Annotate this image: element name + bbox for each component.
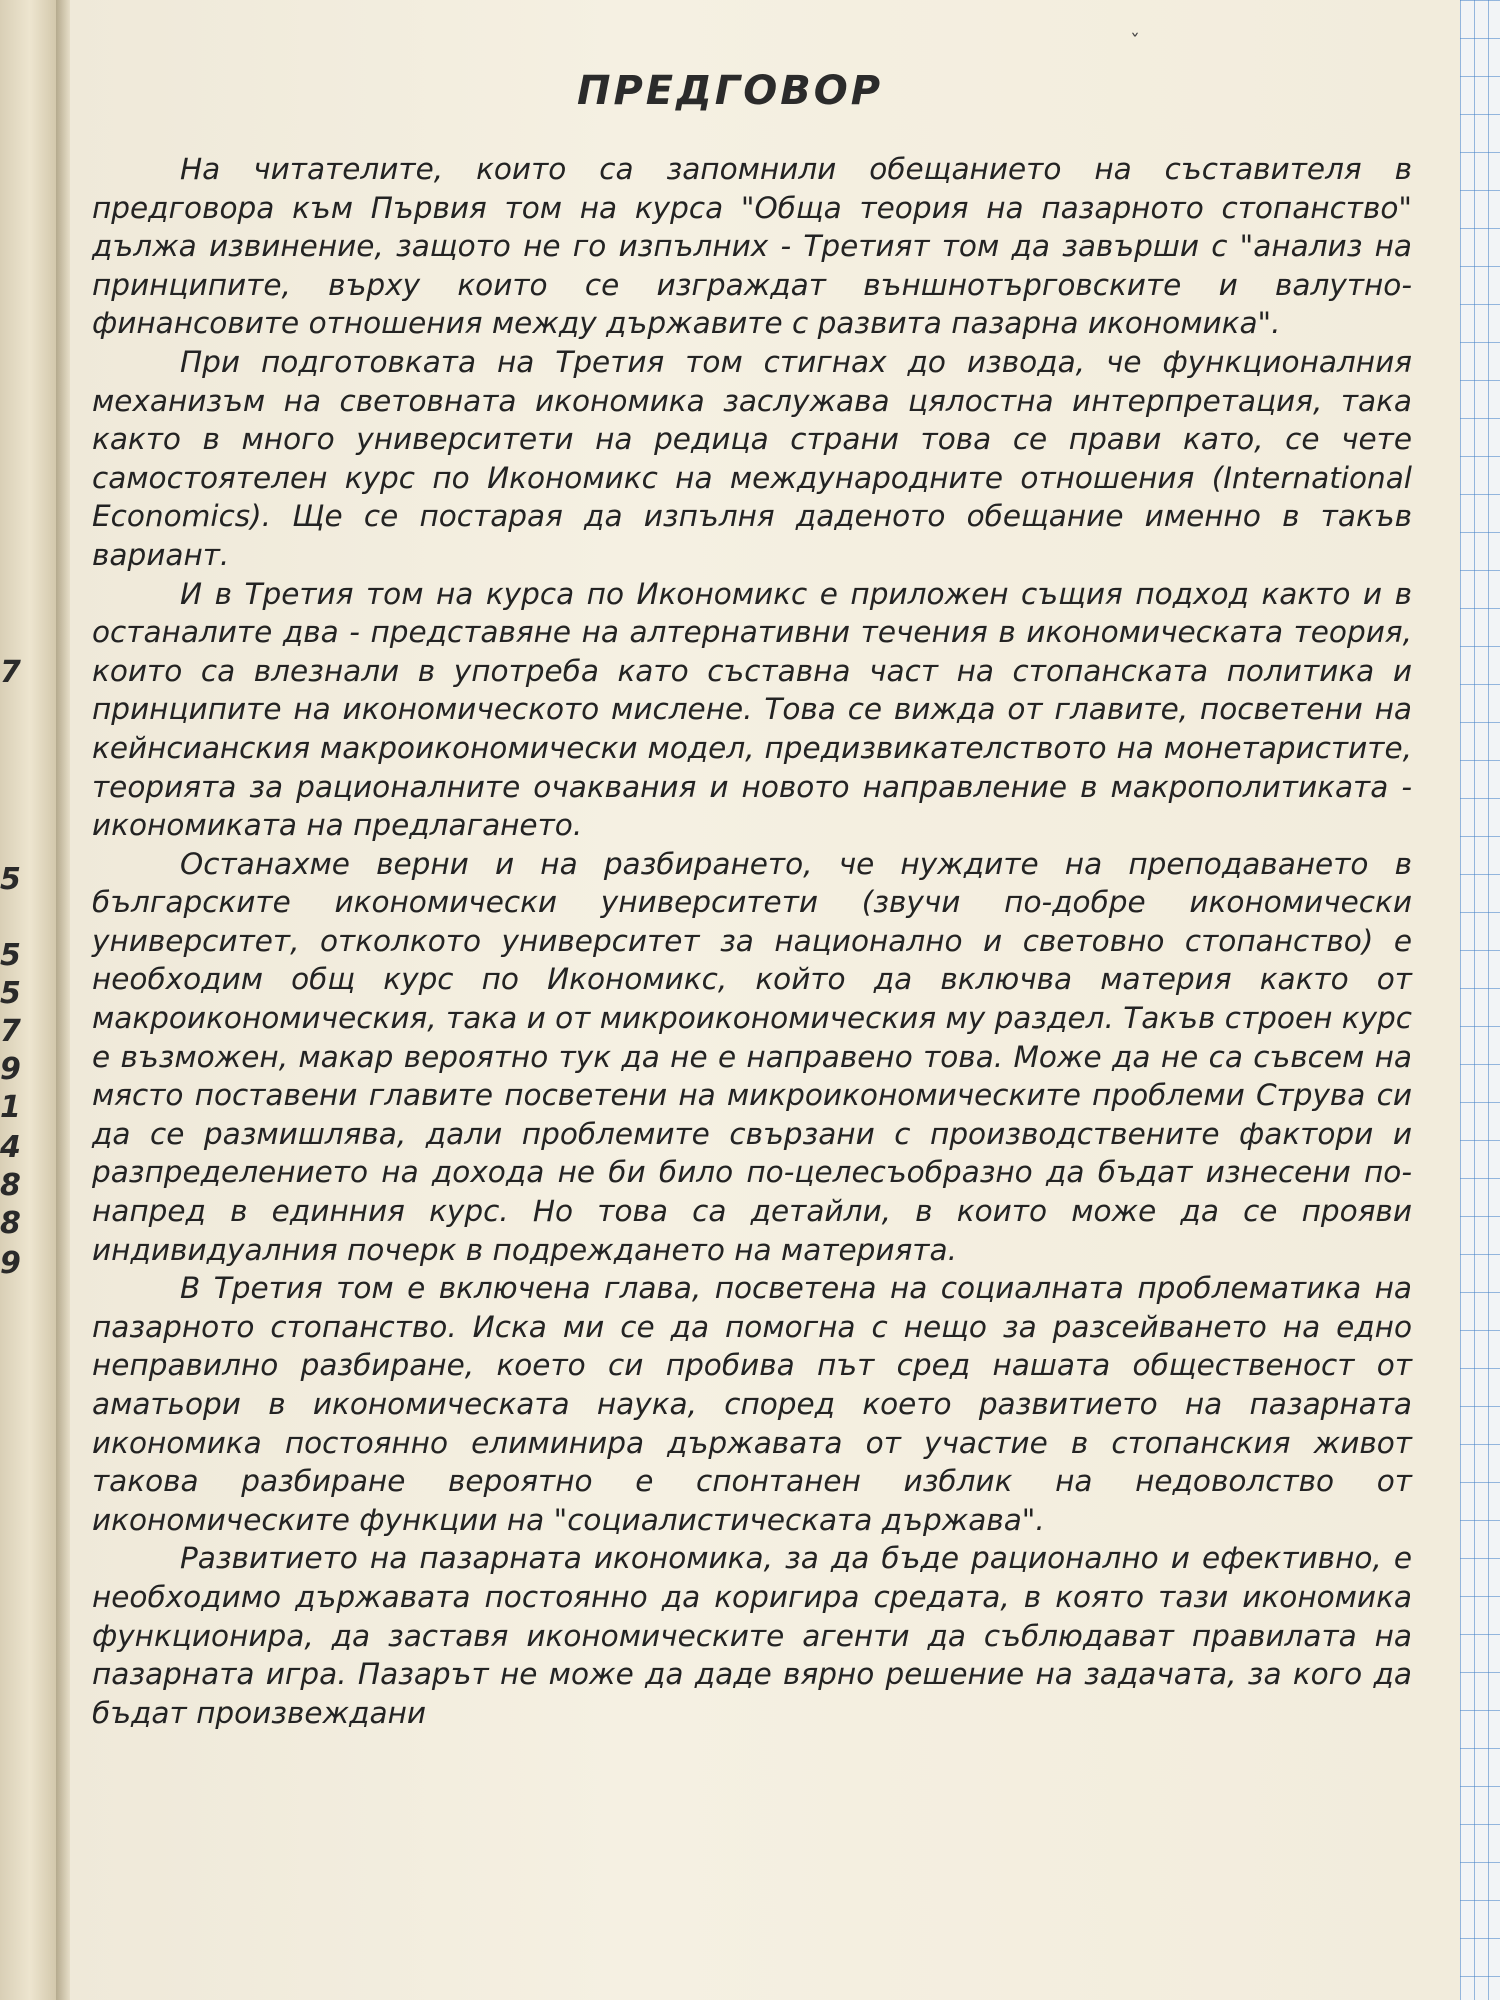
pen-tick-mark: ˇ xyxy=(1130,30,1140,54)
margin-page-number: 5 xyxy=(0,862,21,897)
page-title: ПРЕДГОВОР xyxy=(576,68,884,114)
margin-page-number: 8 xyxy=(0,1168,21,1203)
paragraph: При подготовката на Третия том стигнах до извода, че функционалния механизъм на световната икономика заслужава цялостна интерпретация, така както в много университети на редица страни това се прави като, се чете самостоятелен курс по Икономикс на международните отношения (International Economics). Ще се постарая да изпълня даденото обещание именно в такъв вариант. xyxy=(92,344,1412,572)
previous-page-edge xyxy=(0,0,60,2000)
graph-paper-background xyxy=(1460,0,1500,2000)
margin-page-number: 8 xyxy=(0,1206,21,1241)
book-gutter xyxy=(56,0,70,2000)
margin-page-number: 9 xyxy=(0,1246,21,1281)
margin-page-number: 1 xyxy=(0,1090,21,1125)
body-text xyxy=(92,150,1412,1732)
paragraph: Останахме верни и на разбирането, че нуждите на преподаването в българските икономически университети (звучи по-добре икономически университет, отколкото университет за национално и световно стопанство) е необходим общ курс по Икономикс, който да включва материя както от макроикономическия, така и от микроикономическия му раздел. Такъв строен курс е възможен, макар вероятно тук да не е направено това. Може да не са съвсем на място поставени главите посветени на микроикономическите проблеми Струва си да се размишлява, дали проблемите свързани с производствените фактори и разпределението на дохода не би било по-целесъобразно да бъдат изнесени по-напред в единния курс. Но това са детайли, в които може да се прояви индивидуалния почерк в подреждането на материята. xyxy=(92,846,1412,1267)
paragraph: Развитието на пазарната икономика, за да бъде рационално и ефективно, е необходимо държавата постоянно да коригира средата, в която тази икономика функционира, да заставя икономическите агенти да съблюдават правилата на пазарната игра. Пазарът не може да даде вярно решение на задачата, за кого да бъдат произвеждани xyxy=(92,1541,1412,1730)
paragraph: В Третия том е включена глава, посветена на социалната проблематика на пазарното стопанство. Иска ми се да помогна с нещо за разсейването на едно неправилно разбиране, което си пробива път сред нашата общественост от аматьори в икономическата наука, според което развитието на пазарната икономика постоянно елиминира държавата от участие в стопанския живот такова разбиране вероятно е спонтанен изблик на недоволство от икономическите функции на "социалистическата държава". xyxy=(92,1271,1412,1537)
margin-page-number: 7 xyxy=(0,1014,21,1049)
paragraph: И в Третия том на курса по Икономикс е приложен същия подход както и в останалите два - представяне на алтернативни течения в икономическата теория, които са влезнали в употреба като съставна част на стопанската политика и принципите на икономическото мислене. Това се вижда от главите, посветени на кейнсианския макроикономически модел, предизвикателството на монетаристите, теорията за рационалните очаквания и новото направление в макрополитиката - икономиката на предлагането. xyxy=(92,576,1412,843)
margin-page-number: 4 xyxy=(0,1130,21,1165)
paragraph: На читателите, които са запомнили обещанието на съставителя в предговора към Първия том на курса "Обща теория на пазарното стопанство" дължа извинение, защото не го изпълних - Третият том да завърши с "анализ на принципите, върху които се изграждат външнотърговските и валутно-финансовите отношения между държавите с развита пазарна икономика". xyxy=(92,152,1412,341)
book-page xyxy=(70,0,1460,2000)
margin-page-number: 7 xyxy=(0,655,21,690)
margin-page-number: 5 xyxy=(0,938,21,973)
margin-page-number: 5 xyxy=(0,976,21,1011)
margin-page-number: 9 xyxy=(0,1052,21,1087)
